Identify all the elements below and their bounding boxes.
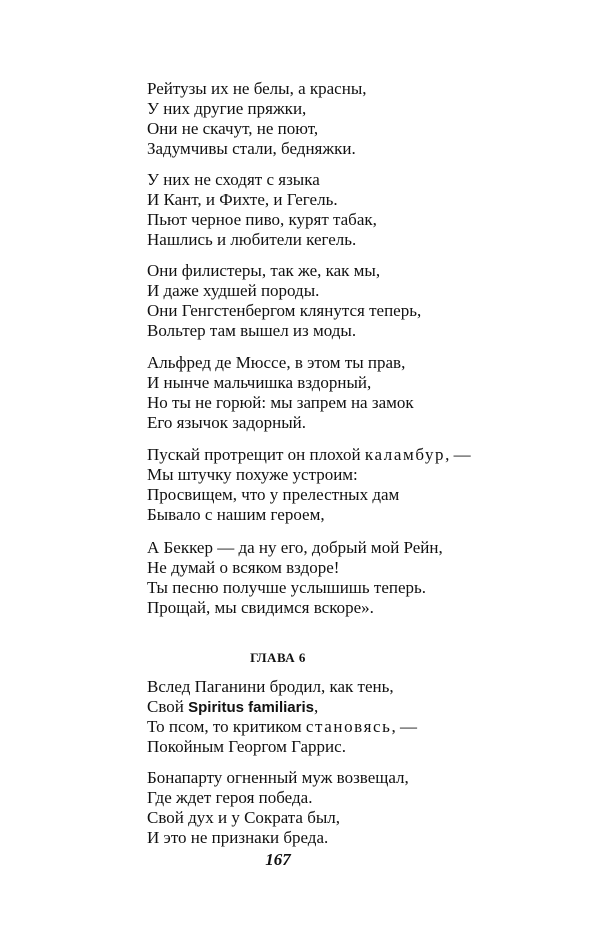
verse-line: Просвищем, что у прелестных дам (147, 485, 400, 504)
verse-line: Покойным Георгом Гаррис. (147, 737, 346, 756)
verse-line: Прощай, мы свидимся вскоре». (147, 598, 374, 617)
verse-line: Они филистеры, так же, как мы, (147, 261, 381, 280)
verse-line: Они не скачут, не поют, (147, 119, 319, 138)
verse-line: У них не сходят с языка (147, 170, 320, 189)
verse-line: Рейтузы их не белы, а красны, (147, 79, 367, 98)
verse-text: , (313, 697, 319, 716)
stanza-5 (147, 445, 471, 525)
verse-line: Бонапарту огненный муж возвещал, (147, 768, 409, 787)
stanza-4 (147, 353, 414, 433)
verse-line: Они Генгстенбергом клянутся теперь, (147, 301, 422, 320)
verse-line: Свой дух и у Сократа был, (147, 808, 341, 827)
stanza-3 (147, 261, 421, 341)
verse-line: Ты песню получше услышишь теперь. (147, 578, 427, 597)
verse-line (147, 697, 417, 717)
verse-line (147, 445, 471, 465)
verse-line: Пьют черное пиво, курят табак, (147, 210, 377, 229)
verse-line: Не думай о всяком вздоре! (147, 558, 340, 577)
verse-line: Задумчивы стали, бедняжки. (147, 139, 356, 158)
verse-line: Мы штучку похуже устроим: (147, 465, 358, 484)
chapter-heading: ГЛАВА 6 (250, 650, 306, 665)
verse-line: Вслед Паганини бродил, как тень, (147, 677, 394, 696)
verse-line: И Кант, и Фихте, и Гегель. (147, 190, 338, 209)
page-number: 167 (265, 850, 291, 869)
verse-line: Его язычок задорный. (147, 413, 306, 432)
verse-line: И нынче мальчишка вздорный, (147, 373, 372, 392)
stanza-6 (147, 538, 443, 618)
spaced-word: становясь (305, 717, 392, 736)
verse-text: Свой (147, 697, 184, 716)
stanza-1 (147, 79, 367, 159)
chapter-stanza-2 (147, 768, 409, 848)
spaced-word: каламбур (364, 445, 446, 464)
verse-line: Нашлись и любители кегель. (147, 230, 357, 249)
verse-line: И даже худшей породы. (147, 281, 320, 300)
verse-line: У них другие пряжки, (147, 99, 307, 118)
verse-text: То псом, то критиком (147, 717, 302, 736)
verse-text: , — (391, 717, 418, 736)
verse-line: Но ты не горюй: мы запрем на замок (147, 393, 414, 412)
verse-line: И это не признаки бреда. (147, 828, 329, 847)
verse-text: Пускай протрещит он плохой (147, 445, 361, 464)
chapter-stanza-1 (147, 677, 417, 757)
stanza-2 (147, 170, 377, 250)
latin-phrase: Spiritus familiaris (188, 699, 314, 716)
verse-line (147, 717, 417, 737)
verse-line: Где ждет героя победа. (147, 788, 313, 807)
verse-line: А Беккер — да ну его, добрый мой Рейн, (147, 538, 443, 557)
verse-line: Альфред де Мюссе, в этом ты прав, (147, 353, 406, 372)
verse-line: Вольтер там вышел из моды. (147, 321, 357, 340)
verse-line: Бывало с нашим героем, (147, 505, 325, 524)
verse-text: , — (445, 445, 471, 464)
